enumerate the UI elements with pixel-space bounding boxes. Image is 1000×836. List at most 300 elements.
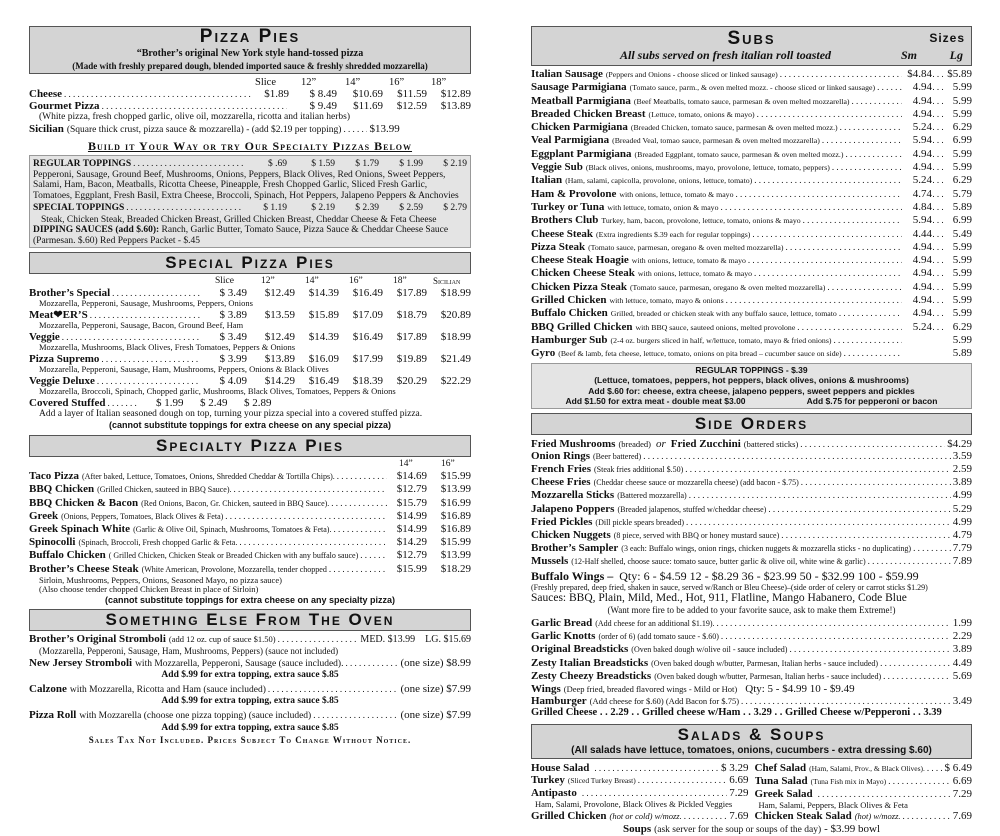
item-desc: (Breaded Veal, tomao sauce, parmesan & oven melted mozzarella) — [612, 136, 820, 146]
tax-footer: Sales Tax Not Included. Prices Subject To Change Without Notice. — [88, 734, 412, 745]
menu-item-specialty-pizza[interactable] — [29, 497, 471, 510]
item-desc: (add 12 oz. cup of sauce $1.50) — [168, 633, 276, 644]
wings-sauces-note: (Want more fire to be added to your favorite sauce, ask to make them Extreme!) — [607, 605, 896, 616]
menu-item-sub[interactable]: Veggie Sub (Black olives, onions, mushrooms, mayo, provolone, lettuce, tomato, peppers) . . . 4.94 . . . 5.99 — [531, 161, 972, 174]
menu-item-hamburger[interactable] — [531, 695, 972, 707]
item-name: Veggie Deluxe — [29, 375, 95, 388]
item-price: $1.89 — [264, 88, 289, 100]
menu-item-specialty-pizza[interactable] — [29, 523, 471, 536]
item-name: Italian Sausage — [531, 68, 603, 80]
size-header: 18” — [393, 276, 407, 287]
menu-item-sub[interactable]: Grilled Chicken with lettuce, tomato, mayo & onions . . . 4.94 . . . 5.99 — [531, 294, 972, 307]
item-name: Jalapeno Poppers — [531, 502, 615, 515]
menu-item-sub[interactable]: Meatball Parmigiana (Beef Meatballs, tomato sauce, parmesan & oven melted mozzarella) . . . 4.94 . . . 5.99 — [531, 95, 972, 108]
item-name: Onion Rings — [531, 449, 590, 462]
item-price-lg: 5.99 — [952, 267, 972, 280]
item-price: $10.69 — [352, 88, 383, 100]
subs-reg-add: Add $.60 for: cheese, extra cheese, jalapeno peppers, sweet peppers and pickles — [588, 385, 915, 396]
item-name: Zesty Cheezy Breadsticks — [531, 669, 652, 682]
item-price: $ 4.09 — [219, 375, 247, 388]
item-desc: (Peppers and Onions - choose sliced or linked sausage) — [605, 70, 778, 79]
item-name: Hamburger Sub — [531, 333, 608, 346]
item-name: Gyro — [531, 347, 556, 360]
menu-item-side[interactable] — [531, 555, 972, 568]
item-price: $ 1.99 — [155, 397, 184, 410]
size-header: 18” — [431, 77, 447, 88]
item-name: BBQ Chicken & Bacon — [29, 496, 139, 509]
menu-item-side[interactable] — [531, 670, 972, 683]
item-name: Veggie — [29, 331, 60, 344]
item-name: New Jersey Stromboli — [29, 657, 133, 670]
item-price: $ 3.49 — [219, 287, 247, 300]
item-price-sm: $4.84 — [907, 68, 932, 80]
item-name: Meat❤ER’S — [29, 309, 88, 322]
item-price: $12.79 — [396, 549, 427, 562]
item-name: Cheese Steak — [531, 227, 594, 240]
subs-reg-extras — [535, 396, 968, 407]
item-price: $14.39 — [308, 331, 339, 344]
item-desc: Mozzarella, Pepperoni, Sausage, Mushrooms, Peppers, Onions — [39, 298, 253, 309]
item-desc: Mozzarella, Pepperoni, Sausage, Bacon, Ground Beef, Ham — [39, 320, 244, 331]
item-price: $14.99 — [396, 523, 427, 536]
menu-item-sub[interactable]: Cheese Steak (Extra ingredients $.39 each for regular toppings) . . . 4.44 . . . 5.49 — [531, 228, 972, 241]
item-price: $14.29 — [396, 536, 427, 549]
item-name: Ham & Provolone — [531, 187, 617, 200]
menu-item-specialty-pizza[interactable] — [29, 563, 471, 576]
subs-sm-label: Sm — [900, 48, 917, 62]
item-price: $16.49 — [352, 287, 383, 300]
item-desc: (Red Onions, Bacon, Gr. Chicken, sauteed in BBQ Sauce). — [141, 498, 330, 508]
item-name: Italian — [531, 174, 563, 187]
menu-item-specialty-pizza[interactable] — [29, 510, 471, 523]
item-price: 3.49 — [952, 695, 972, 708]
item-price-lg: 5.99 — [952, 240, 972, 253]
menu-item-sub[interactable]: Breaded Chicken Breast (Lettuce, tomato, onions & mayo) . . . 4.94 . . . 5.99 — [531, 108, 972, 121]
item-name: Pizza Roll — [29, 709, 77, 722]
item-desc: (breaded) — [618, 438, 651, 449]
menu-item-calzone[interactable] — [29, 683, 471, 696]
menu-item-sub[interactable]: Pizza Steak (Tomato sauce, parmesan, oregano & oven melted mozzarella) . . . 4.94 . . . 5.99 — [531, 241, 972, 254]
item-desc: (order of 6) (add tomato sauce - $.60) — [598, 632, 719, 642]
menu-item-covered-stuffed[interactable] — [29, 397, 471, 409]
regular-toppings-label: REGULAR TOPPINGS — [33, 158, 132, 169]
gourmet-note: (White pizza, fresh chopped garlic, olive oil, mozzarella, ricotta and italian herbs) — [39, 112, 350, 123]
menu-item-buffalo-wings[interactable] — [531, 569, 972, 583]
menu-item-salad[interactable] — [755, 775, 973, 788]
dipping-list: Ranch, Garlic Butter, Tomato Sauce, Pizza Sauce & Cheddar Cheese Sauce — [161, 225, 449, 236]
item-name: Antipasto — [531, 787, 577, 800]
item-price: $22.29 — [440, 375, 471, 388]
menu-item-pizza-roll[interactable] — [29, 709, 471, 722]
item-price: 1.99 — [952, 617, 972, 630]
item-price: 5.29 — [952, 502, 972, 515]
item-price: $15.99 — [440, 470, 471, 483]
item-price: $ 3.29 — [721, 761, 749, 774]
menu-item-sub[interactable]: Buffalo Chicken Grilled, breaded or chicken steak with any buffalo sauce, lettuce, tomato . . . 4.94 . . . 5.99 — [531, 307, 972, 320]
item-price: 6.69 — [952, 774, 972, 787]
item-name: Meatball Parmigiana — [531, 94, 631, 107]
item-name: Garlic Knotts — [531, 630, 596, 643]
oven-header — [29, 609, 471, 631]
wings-note: (Freshly prepared, deep fried, shaken in sauce, served w/Ranch or Bleu Cheese)–(side order of celery or carrot sticks $1.29) — [531, 582, 928, 592]
pizza-pies-header — [29, 26, 471, 48]
menu-item-stromboli[interactable] — [29, 633, 471, 646]
menu-item-sub[interactable]: Cheese Steak Hoagie with onions, lettuce, tomato & mayo . . . 4.94 . . . 5.99 — [531, 254, 972, 267]
item-name: Pizza Steak — [531, 240, 586, 253]
menu-item-sub[interactable]: Chicken Cheese Steak with onions, lettuce, tomato & mayo . . . 4.94 . . . 5.99 — [531, 267, 972, 280]
menu-item-salad[interactable] — [531, 774, 749, 787]
menu-item-sub[interactable]: Brothers Club Turkey, ham, bacon, provolone, lettuce, tomato, onions & mayo . . . 5.94 . . . 6.99 — [531, 214, 972, 227]
menu-item-soups[interactable] — [531, 823, 972, 836]
item-name: Greek Spinach White — [29, 523, 131, 536]
menu-item-grilled-chicken-salad[interactable] — [531, 810, 749, 822]
item-desc: (Oven baked dough w/butter, Parmesan, Italian herbs - sauce included) — [654, 671, 882, 681]
salads-grid-2 — [531, 810, 972, 822]
item-name: Chicken Cheese Steak — [531, 267, 635, 280]
item-price-sm: 4.94 — [912, 94, 932, 107]
subs-header — [531, 26, 972, 66]
special-pizza-title: Special Pizza Pies — [165, 253, 335, 273]
item-price-lg: 5.99 — [952, 280, 972, 293]
item-name: Sicilian — [29, 123, 64, 136]
item-desc: (Ham, salami, capicolla, provolone, onions, lettuce, tomato) — [565, 176, 753, 186]
item-desc: (Spinach, Broccoli, Fresh chopped Garlic & Feta. — [78, 538, 238, 548]
item-name: Chicken Nuggets — [531, 528, 611, 541]
toppings-box — [29, 155, 471, 248]
menu-item-side[interactable] — [531, 630, 972, 643]
menu-item-side[interactable] — [531, 542, 972, 555]
item-desc: with onions, lettuce, tomato & mayo — [631, 256, 746, 266]
subs-tagline: All subs served on fresh italian roll toasted — [620, 48, 832, 62]
item-desc: (Beer battered) — [593, 451, 642, 461]
menu-item-salad[interactable] — [531, 787, 749, 799]
item-price: 5.69 — [952, 669, 972, 682]
item-name: Chef Salad — [754, 761, 807, 774]
menu-item-grilled-cheese[interactable] — [531, 707, 972, 719]
item-desc: (Battered mozzarella) — [617, 491, 687, 501]
item-name: House Salad — [531, 761, 590, 774]
item-name: Zesty Italian Breadsticks — [531, 656, 649, 669]
specialty-pizza-list — [29, 470, 471, 576]
menu-item-sub[interactable]: Italian Sausage (Peppers and Onions - choose sliced or linked sausage) . . . $4.84 . . . $5.89 — [531, 68, 972, 81]
subs-reg-pep: Add $.75 for pepperoni or bacon — [806, 396, 938, 407]
item-price: 7.89 — [952, 555, 972, 568]
menu-item-specialty-pizza[interactable] — [29, 483, 471, 496]
item-desc: (hot or cold) w/mozz. — [609, 811, 682, 822]
item-price: $ 3.89 — [219, 309, 247, 322]
salads-header — [531, 724, 972, 745]
item-price: $15.99 — [396, 562, 427, 575]
item-price: 7.69 — [729, 810, 749, 823]
special-size-headers — [29, 276, 471, 287]
menu-item-side[interactable] — [531, 529, 972, 542]
item-name: Veggie Sub — [531, 161, 583, 174]
regular-toppings-list: Pepperoni, Sausage, Ground Beef, Mushrooms, Onions, Peppers, Black Olives, Red Onions, Sweet Peppers, Salami, Ham, Bacon, Meatballs, Ricotta Cheese, Pineapple, Fresh Chopped Garlic, Sliced Fresh Garlic, Tomatoes, Eggplant, Fresh Basil, Extra Cheese, Broccoli, Spinach, Hot Peppers, Jalapeno Peppers & Anchovies — [33, 169, 459, 201]
menu-item-sub[interactable]: Chicken Parmigiana (Breaded Chicken, tomato sauce, parmesan & oven melted mozz.) . . . 5.24 . . . 6.29 — [531, 121, 972, 134]
pizza-tagline: “Brother’s original New York style hand-tossed pizza — [136, 48, 364, 59]
item-name: Chicken Pizza Steak — [531, 280, 627, 293]
cheese-steak-note2: (Also choose tender chopped Chicken Breast in place of Sirloin) — [39, 584, 259, 595]
item-name: French Fries — [531, 462, 591, 475]
item-price: 7.69 — [952, 810, 972, 823]
item-name: Turkey or Tuna — [531, 200, 605, 213]
special-toppings-row — [33, 201, 467, 214]
item-price: $13.99 — [369, 123, 400, 136]
menu-item-sub[interactable] — [531, 334, 972, 347]
item-price: $12.59 — [396, 100, 427, 113]
item-name: Greek Salad — [754, 788, 813, 801]
item-desc: (battered sticks) — [743, 438, 799, 449]
menu-item-specialty-pizza[interactable] — [29, 536, 471, 549]
item-price: 4.99 — [952, 489, 972, 502]
menu-item-sub[interactable]: BBQ Grilled Chicken with BBQ sauce, sauteed onions, melted provolone . . . 5.24 . . . 6.29 — [531, 321, 972, 334]
item-price-sm: 4.94 — [912, 107, 932, 120]
item-name: Wings — [531, 683, 561, 696]
menu-item-fried-mushrooms[interactable] — [531, 438, 972, 450]
item-desc: (Dill pickle spears breaded) — [595, 517, 685, 527]
salads-subtitle: (All salads have lettuce, tomatoes, onions, cucumbers - extra dressing $.60) — [531, 745, 972, 759]
item-price-lg: 5.99 — [952, 294, 972, 307]
item-price-lg: 5.79 — [952, 187, 972, 200]
menu-item-sicilian[interactable] — [29, 123, 471, 136]
menu-item-sub[interactable]: Eggplant Parmigiana (Breaded Eggplant, tomato sauce, parmesan & oven melted mozz.) . . . 4.94 . . . 5.99 — [531, 148, 972, 161]
item-desc: (Add cheese for an additional $1.19). — [595, 619, 715, 629]
item-price: $18.29 — [440, 562, 471, 575]
size-header: Slice — [215, 276, 234, 287]
item-name: Pizza Supremo — [29, 353, 100, 366]
item-price: $15.79 — [396, 496, 427, 509]
item-name: BBQ Grilled Chicken — [531, 320, 633, 333]
size-header: 14” — [345, 77, 361, 88]
nj-note: Add $.99 for extra topping, extra sauce $.85 — [161, 670, 339, 681]
menu-item-sub[interactable]: Ham & Provolone with onions, lettuce, tomato & mayo . . . 4.74 . . . 5.79 — [531, 188, 972, 201]
item-desc: (After baked, Lettuce, Tomatoes, Onions, Shredded Cheddar & Tortilla Chips). — [82, 472, 335, 482]
item-name: Brother’s Original Stromboli — [29, 632, 166, 645]
menu-item-cheese[interactable] — [29, 88, 471, 100]
subs-reg-list: (Lettuce, tomatoes, peppers, hot peppers, black olives, onions & mushrooms) — [594, 375, 909, 386]
size-header: 16” — [389, 77, 405, 88]
item-price-sm: 4.44 — [912, 227, 932, 240]
item-price-sm: 4.84 — [912, 200, 932, 213]
item-desc: with lettuce, tomato, mayo & onions — [609, 296, 724, 306]
item-name: Mussels — [531, 555, 569, 568]
item-price: $13.89 — [440, 100, 471, 113]
side-orders-header — [531, 413, 972, 435]
covered-desc: Add a layer of Italian seasoned dough on top, turning your pizza special into a covered stuffed pizza. — [39, 409, 423, 420]
menu-item-side[interactable] — [531, 489, 972, 502]
item-price-lg: 6.29 — [952, 174, 972, 187]
side-orders-list — [531, 450, 972, 569]
item-name: Fried Zucchini — [670, 437, 741, 450]
menu-item-side[interactable] — [531, 463, 972, 476]
item-price-sm: 4.94 — [912, 147, 932, 160]
item-name: Cheese — [29, 88, 62, 100]
item-desc: Turkey, ham, bacon, provolone, lettuce, tomato, onions & mayo — [601, 216, 801, 226]
item-price: $4.29 — [947, 437, 972, 450]
menu-item-sub[interactable] — [531, 347, 972, 360]
menu-item-nj-stromboli[interactable] — [29, 657, 471, 670]
menu-item-sub[interactable]: Chicken Pizza Steak (Tomato sauce, parmesan, oregano & oven melted mozzarella) . . . 4.94 . . . 5.99 — [531, 281, 972, 294]
special-toppings-label: SPECIAL TOPPINGS — [33, 203, 125, 214]
item-name: Soups — [622, 822, 652, 835]
item-desc: (Square thick crust, pizza sauce & mozzarella) - (add $2.19 per topping) — [66, 125, 342, 136]
or-label: or — [656, 437, 666, 450]
menu-item-salad[interactable] — [755, 788, 973, 800]
item-price-sm: 4.94 — [912, 280, 932, 293]
item-price: $ 8.49 — [309, 88, 337, 100]
special-pizza-header — [29, 252, 471, 274]
item-price: $17.99 — [352, 353, 383, 366]
cheese-steak-note1: Sirloin, Mushrooms, Peppers, Onions, Seasoned Mayo, no pizza sauce) — [39, 574, 282, 585]
item-desc: (Onions, Peppers, Tomatoes, Black Olives & Feta) — [61, 511, 224, 521]
item-price: $13.99 — [440, 549, 471, 562]
item-desc: (Grilled Chicken, sauteed in BBQ Sauce). — [97, 485, 232, 495]
item-desc: (Deep fried, breaded flavored wings - Mild or Hot) — [563, 684, 738, 695]
topping-price: $ 2.59 — [399, 203, 423, 214]
item-name: Grilled Chicken — [531, 294, 607, 307]
item-name: Brother’s Special — [29, 287, 111, 300]
topping-price: $ 2.79 — [443, 203, 467, 214]
menu-item-sub[interactable]: Sausage Parmigiana (Tomato sauce, parm., & oven melted mozz. - choose sliced or linked sausage) . . . 4.94 . . . 5.99 — [531, 81, 972, 94]
item-desc: (Sliced Turkey Breast) — [567, 775, 636, 785]
wings-qty: Qty: 6 - $4.59 12 - $8.29 36 - $23.99 50 - $32.99 100 - $59.99 — [619, 568, 919, 583]
salads-title: Salads & Soups — [677, 724, 826, 744]
item-name: Brothers Club — [531, 214, 599, 227]
topping-price: $ 1.59 — [311, 158, 335, 169]
menu-item-sub[interactable]: Italian (Ham, salami, capicolla, provolone, onions, lettuce, tomato) . . . 5.24 . . . 6.29 — [531, 174, 972, 187]
item-price: $21.49 — [440, 353, 471, 366]
menu-item-specialty-pizza[interactable] — [29, 549, 471, 562]
topping-price: $ 1.99 — [399, 158, 423, 169]
menu-item-salad[interactable] — [531, 762, 749, 774]
item-desc: (Oven baked dough w/olive oil - sauce included) — [631, 645, 788, 655]
subs-title: Subs — [727, 28, 776, 49]
item-name: Spinocolli — [29, 536, 76, 549]
item-desc: (Black olives, onions, mushrooms, mayo, provolone, lettuce, tomato, peppers) — [585, 163, 830, 173]
item-price-sm: 5.24 — [912, 121, 932, 134]
item-price: $19.89 — [396, 353, 427, 366]
item-price: $18.99 — [440, 287, 471, 300]
item-name: Tuna Salad — [754, 774, 808, 787]
topping-price: $ 2.19 — [443, 158, 467, 169]
item-price: $15.89 — [308, 309, 339, 322]
specialty-pizza-header — [29, 435, 471, 457]
item-price: $18.39 — [352, 375, 383, 388]
item-price-sm: 4.94 — [912, 267, 932, 280]
menu-item-sub[interactable]: Turkey or Tuna with lettuce, tomato, onion & mayo . . . 4.84 . . . 5.89 — [531, 201, 972, 214]
subs-list — [531, 68, 972, 361]
item-name: Buffalo Chicken — [29, 549, 106, 562]
item-price: $12.79 — [396, 483, 427, 496]
item-price: $12.49 — [264, 331, 295, 344]
pizza-tagline-box — [29, 48, 471, 74]
right-column — [531, 26, 972, 836]
item-desc: with Mozzarella, Ricotta and Ham (sauce included) — [69, 685, 266, 696]
menu-item-side[interactable] — [531, 476, 972, 489]
menu-item-gourmet[interactable] — [29, 100, 471, 112]
menu-item-side[interactable] — [531, 450, 972, 463]
item-price: $16.49 — [352, 331, 383, 344]
item-price: 4.79 — [952, 528, 972, 541]
pizza-pies-title: Pizza Pies — [199, 26, 301, 47]
item-desc: (12-Half shelled, choose sauce: tomato sauce, butter garlic & olive oil, white wine & garlic) — [571, 557, 866, 567]
item-price: $11.69 — [353, 100, 383, 113]
wings2-qty: Qty: 5 - $4.99 10 - $9.49 — [745, 683, 855, 696]
item-desc: with Mozzarella (choose one pizza topping) (sauce included) — [79, 711, 312, 722]
item-price: $17.89 — [396, 331, 427, 344]
item-desc: (hot) w/mozz. — [854, 811, 901, 822]
size-header: 12” — [301, 77, 317, 88]
menu-item-side[interactable] — [531, 657, 972, 670]
item-price-sm: 5.94 — [912, 134, 932, 147]
item-price: $17.89 — [396, 287, 427, 300]
item-name: Garlic Bread — [531, 617, 593, 630]
item-desc: (Tuna Fish mix in Mayo) — [810, 776, 887, 786]
item-desc: (Tomato sauce, parmesan, oregano & oven melted mozzarella) — [588, 242, 784, 252]
specialty-pizza-note: (cannot substitute toppings for extra cheese on any specialty pizza) — [104, 594, 396, 605]
menu-item-wings[interactable] — [531, 683, 972, 695]
item-price-lg: 5.99 — [952, 107, 972, 120]
item-name: Veal Parmigiana — [531, 134, 610, 147]
item-price: 4.49 — [952, 656, 972, 669]
item-desc: with onions, lettuce, tomato & mayo — [619, 189, 734, 199]
topping-price: $ 2.39 — [355, 203, 379, 214]
item-price: $14.69 — [396, 470, 427, 483]
item-price-lg: 5.99 — [952, 81, 972, 94]
item-desc: (Ham, Salami, Prov., & Black Olives). — [809, 763, 925, 773]
menu-item-sub[interactable]: Veal Parmigiana (Breaded Veal, tomao sauce, parmesan & oven melted mozzarella) . . . 5.94 . . . 6.99 — [531, 134, 972, 147]
item-price: $20.29 — [396, 375, 427, 388]
dipping-sauces — [33, 225, 467, 236]
item-price: (one size) $7.99 — [400, 683, 471, 696]
menu-item-chicken-steak-salad[interactable] — [755, 810, 973, 822]
special-pizza-list — [29, 287, 471, 397]
stromboli-note: (Mozzarella, Pepperoni, Sausage, Ham, Mushrooms, Peppers) (sauce not included) — [39, 646, 339, 657]
antipasto-note: Ham, Salami, Provolone, Black Olives & Pickled Veggies — [535, 799, 733, 810]
menu-item-side[interactable] — [531, 516, 972, 529]
item-price: $18.99 — [440, 331, 471, 344]
item-price-lg: 5.89 — [952, 347, 972, 360]
menu-item-specialty-pizza[interactable] — [29, 470, 471, 483]
item-name: Hamburger — [531, 695, 587, 708]
item-price: $20.89 — [440, 309, 471, 322]
size-header: 12” — [261, 276, 275, 287]
size-header: 16” — [441, 459, 455, 470]
item-price-sm: 5.24 — [912, 320, 932, 333]
calzone-note: Add $.99 for extra topping, extra sauce $.85 — [161, 696, 339, 707]
item-name: Buffalo Chicken — [531, 307, 608, 320]
item-price-lg: 5.99 — [952, 94, 972, 107]
item-desc: ( Grilled Chicken, Chicken Steak or Breaded Chicken with any buffalo sauce) — [108, 551, 359, 561]
item-desc: (Tomato sauce, parmesan, oregano & oven melted mozzarella) — [629, 282, 826, 292]
item-name: Chicken Parmigiana — [531, 121, 628, 134]
item-price: $ 2.49 — [199, 397, 228, 410]
menu-item-side[interactable] — [531, 503, 972, 516]
item-name: Mozzarella Sticks — [531, 489, 615, 502]
item-name: Gourmet Pizza — [29, 100, 100, 113]
menu-item-side[interactable] — [531, 643, 972, 656]
special-toppings-list: Steak, Chicken Steak, Breaded Chicken Breast, Grilled Chicken Breast, Cheddar Cheese & Feta Cheese — [41, 214, 437, 225]
item-price: $14.39 — [308, 287, 339, 300]
item-name: Chicken Steak Salad — [754, 810, 852, 823]
item-price: $16.89 — [440, 523, 471, 536]
item-name: Brother’s Sampler — [531, 542, 619, 555]
item-desc: (Steak fries additional $.50) — [593, 464, 684, 474]
pizza-size-headers — [29, 77, 471, 88]
item-price: 7.29 — [729, 787, 749, 800]
oven-title: Something Else From The Oven — [105, 609, 395, 629]
menu-item-side[interactable] — [531, 617, 972, 630]
